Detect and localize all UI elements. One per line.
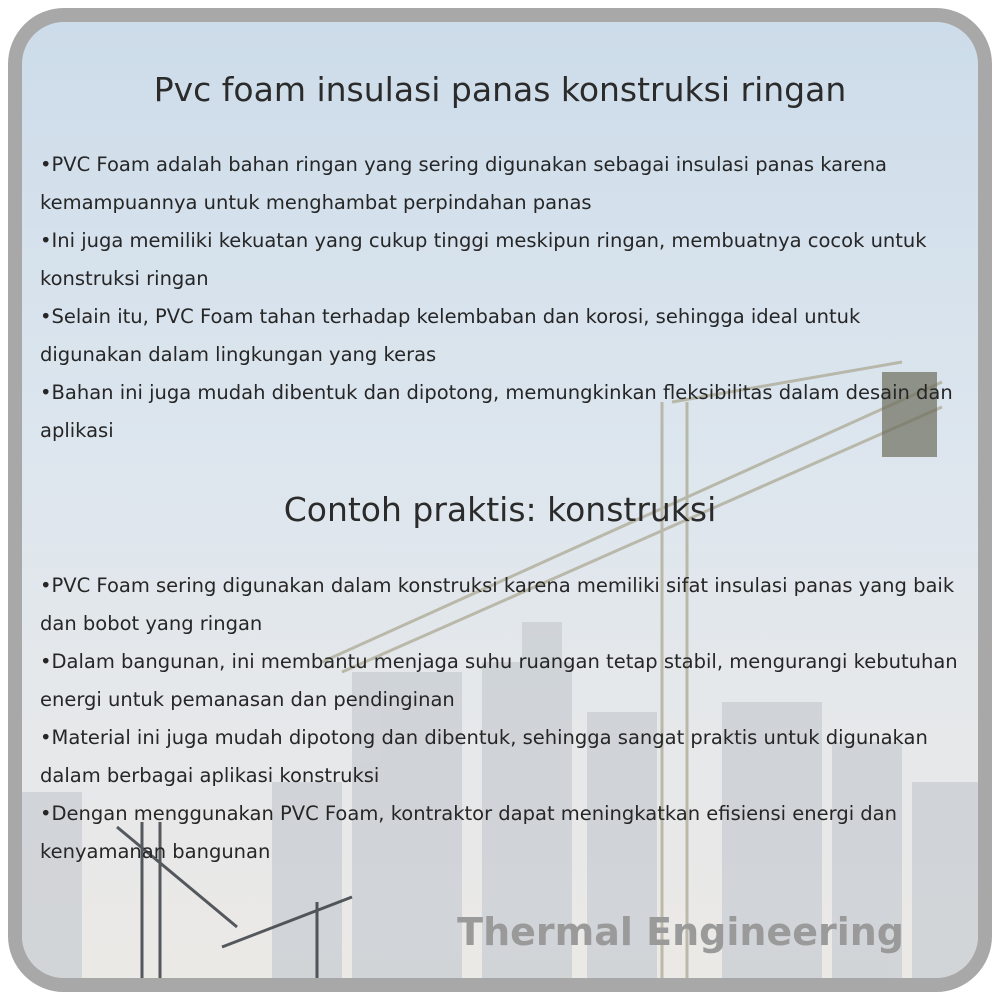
page-title: Pvc foam insulasi panas konstruksi ringan [153, 70, 847, 109]
list-item: • Selain itu, PVC Foam tahan terhadap kelembaban dan korosi, sehingga ideal untuk digunakan dalam lingkungan yang keras [40, 298, 966, 374]
content-panel [22, 22, 978, 978]
list-item: • PVC Foam sering digunakan dalam konstruksi karena memiliki sifat insulasi panas yang baik dan bobot yang ringan [40, 567, 966, 643]
list-item: • Dalam bangunan, ini membantu menjaga suhu ruangan tetap stabil, mengurangi kebutuhan energi untuk pemanasan dan pendinginan [40, 643, 966, 719]
bullet-list-examples [40, 567, 966, 871]
watermark: Thermal Engineering [457, 910, 904, 954]
list-item: • Ini juga memiliki kekuatan yang cukup tinggi meskipun ringan, membuatnya cocok untuk konstruksi ringan [40, 222, 966, 298]
list-item: • PVC Foam adalah bahan ringan yang sering digunakan sebagai insulasi panas karena kemampuannya untuk menghambat perpindahan panas [40, 146, 966, 222]
list-item: • Material ini juga mudah dipotong dan dibentuk, sehingga sangat praktis untuk digunakan dalam berbagai aplikasi konstruksi [40, 719, 966, 795]
section-title: Contoh praktis: konstruksi [283, 490, 717, 529]
card [8, 8, 992, 992]
list-item: • Bahan ini juga mudah dibentuk dan dipotong, memungkinkan fleksibilitas dalam desain dan aplikasi [40, 374, 966, 450]
bullet-list-properties [40, 146, 966, 450]
list-item: • Dengan menggunakan PVC Foam, kontraktor dapat meningkatkan efisiensi energi dan kenyamanan bangunan [40, 795, 966, 871]
